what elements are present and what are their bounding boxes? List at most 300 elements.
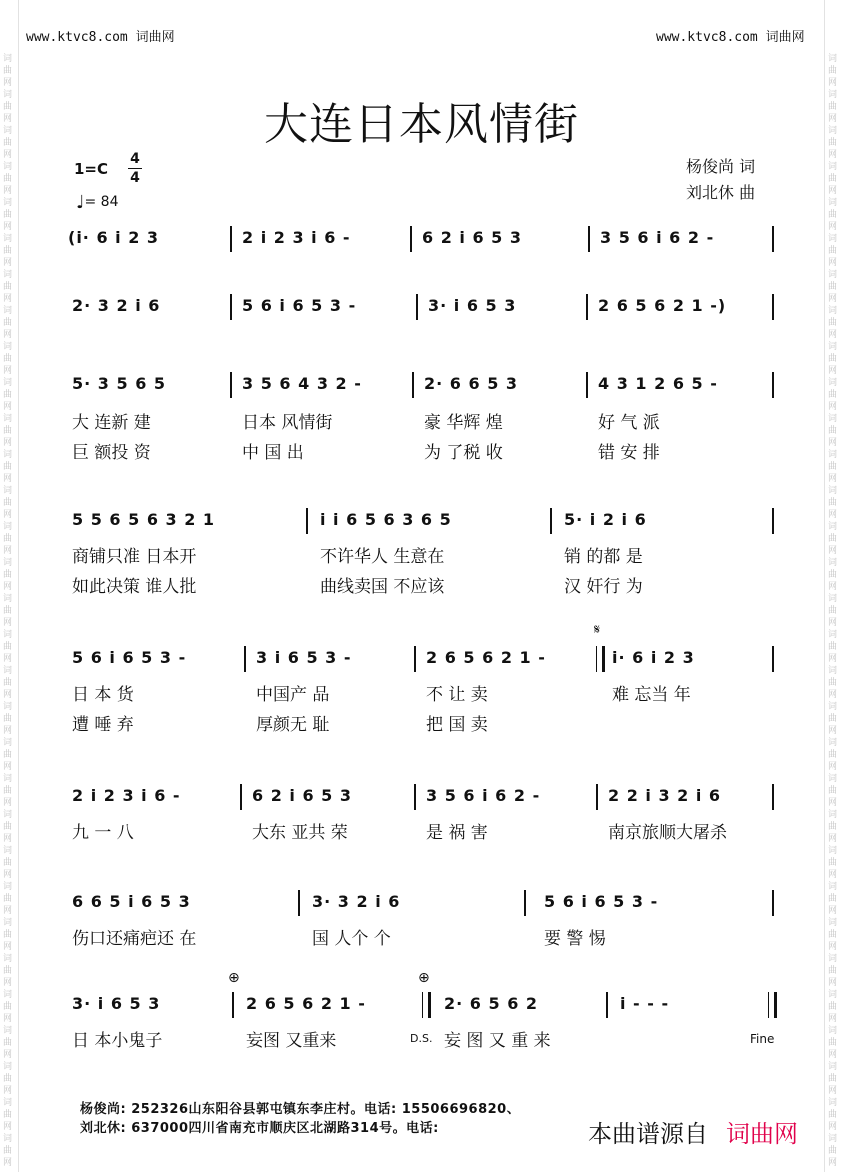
side-watermark-char: 词 xyxy=(3,522,13,532)
row5-lyric2-m3: 把 国 卖 xyxy=(426,715,488,735)
side-watermark-char: 曲 xyxy=(3,498,13,508)
bar-line xyxy=(230,226,232,252)
side-watermark-char: 曲 xyxy=(828,1074,838,1084)
row3-lyric2-m3: 为 了税 收 xyxy=(424,443,503,463)
source-brand-link[interactable]: 词曲网 xyxy=(726,1120,798,1148)
side-watermark-char: 网 xyxy=(3,474,13,484)
side-watermark-char: 词 xyxy=(3,666,13,676)
bar-line xyxy=(244,646,246,672)
side-watermark-char: 网 xyxy=(828,690,838,700)
side-watermark-char: 曲 xyxy=(828,102,838,112)
row6-lyric1-m4: 南京旅顺大屠杀 xyxy=(608,823,727,843)
side-watermark-char: 词 xyxy=(3,630,13,640)
row4-lyric2-m3: 汉 奸行 为 xyxy=(564,577,643,597)
side-watermark-char: 网 xyxy=(828,294,838,304)
bar-line xyxy=(232,992,234,1018)
side-watermark-char: 曲 xyxy=(3,894,13,904)
bar-line xyxy=(588,226,590,252)
row3-measure1: 5· 3 5 6 5 xyxy=(72,374,167,393)
side-watermark-char: 词 xyxy=(828,1098,838,1108)
side-watermark-char: 曲 xyxy=(828,66,838,76)
side-watermark-char: 网 xyxy=(828,582,838,592)
bar-line xyxy=(606,992,608,1018)
side-watermark-char: 网 xyxy=(3,366,13,376)
side-watermark-char: 网 xyxy=(3,834,13,844)
row8-measure1: 3· i 6 5 3 xyxy=(72,994,161,1013)
side-watermark-char: 网 xyxy=(3,618,13,628)
side-watermark-char: 网 xyxy=(3,942,13,952)
side-watermark-char: 网 xyxy=(3,546,13,556)
row8-measure2: 2 6 5 6 2 1 - xyxy=(246,994,366,1013)
bar-line xyxy=(772,784,774,810)
row2-measure3: 3· i 6 5 3 xyxy=(428,296,517,315)
side-watermark-char: 词 xyxy=(3,846,13,856)
side-watermark-char: 词 xyxy=(3,882,13,892)
side-watermark-char: 曲 xyxy=(828,1110,838,1120)
bar-line xyxy=(772,890,774,916)
side-watermark-char: 词 xyxy=(3,810,13,820)
side-watermark-char: 网 xyxy=(828,330,838,340)
side-watermark-char: 曲 xyxy=(828,390,838,400)
quarter-note-icon: ♩ xyxy=(76,192,85,213)
side-watermark-char: 网 xyxy=(3,186,13,196)
side-watermark-char: 曲 xyxy=(828,318,838,328)
side-watermark-char: 曲 xyxy=(3,174,13,184)
side-watermark-char: 词 xyxy=(828,90,838,100)
repeat-bar-line xyxy=(596,646,605,672)
row3-lyric1-m1: 大 连新 建 xyxy=(72,413,151,433)
side-watermark-char: 网 xyxy=(828,798,838,808)
row3-measure2: 3 5 6 4 3 2 - xyxy=(242,374,362,393)
side-watermark-char: 词 xyxy=(828,558,838,568)
side-watermark-char: 曲 xyxy=(3,1146,13,1156)
row7-lyric1-m1: 伤口还痛疤还 在 xyxy=(72,929,197,949)
side-watermark-char: 网 xyxy=(3,1158,13,1168)
bar-line xyxy=(596,784,598,810)
side-watermark-char: 网 xyxy=(3,654,13,664)
side-watermark-char: 曲 xyxy=(828,354,838,364)
row7-measure1: 6 6 5 i 6 5 3 xyxy=(72,892,191,911)
composer-credit: 刘北休 曲 xyxy=(686,183,756,202)
side-watermark-char: 词 xyxy=(828,1026,838,1036)
side-watermark-char: 词 xyxy=(828,990,838,1000)
side-watermark-char: 网 xyxy=(828,1158,838,1168)
side-watermark-char: 网 xyxy=(3,690,13,700)
side-watermark-char: 曲 xyxy=(3,930,13,940)
side-watermark-char: 曲 xyxy=(3,1038,13,1048)
row3-lyric1-m3: 豪 华辉 煌 xyxy=(424,413,503,433)
row4-lyric1-m1: 商铺只准 日本开 xyxy=(72,547,197,567)
side-watermark-char: 网 xyxy=(3,510,13,520)
side-watermark-char: 曲 xyxy=(828,1038,838,1048)
row6-lyric1-m2: 大东 亚共 荣 xyxy=(252,823,348,843)
composer-contact: 刘北休: 637000四川省南充市顺庆区北湖路314号。电话: xyxy=(80,1121,439,1136)
side-watermark-char: 曲 xyxy=(3,426,13,436)
side-watermark-char: 网 xyxy=(3,330,13,340)
side-watermark-char: 曲 xyxy=(828,570,838,580)
side-watermark-char: 曲 xyxy=(3,210,13,220)
side-watermark-char: 网 xyxy=(3,150,13,160)
row3-lyric2-m2: 中 国 出 xyxy=(242,443,304,463)
tempo-marking xyxy=(76,192,119,213)
side-watermark-char: 曲 xyxy=(3,642,13,652)
side-watermark-char: 词 xyxy=(3,594,13,604)
side-watermark-char: 词 xyxy=(3,918,13,928)
bar-line xyxy=(524,890,526,916)
row4-lyric1-m3: 销 的都 是 xyxy=(564,547,643,567)
side-watermark-char: 词 xyxy=(828,702,838,712)
row3-lyric1-m2: 日本 风情街 xyxy=(242,413,333,433)
side-watermark-char: 网 xyxy=(3,1122,13,1132)
row4-measure2: i i 6 5 6 3 6 5 xyxy=(320,510,452,529)
side-watermark-char: 词 xyxy=(3,738,13,748)
row8-lyric1-m2: 妄图 又重来 xyxy=(246,1031,337,1051)
side-watermark-char: 词 xyxy=(828,918,838,928)
row3-lyric2-m1: 巨 额投 资 xyxy=(72,443,151,463)
side-watermark-char: 曲 xyxy=(3,390,13,400)
lyricist-credit: 杨俊尚 词 xyxy=(686,157,756,176)
row2-measure1: 2· 3 2 i 6 xyxy=(72,296,161,315)
side-watermark-char: 曲 xyxy=(828,606,838,616)
side-watermark-char: 网 xyxy=(828,150,838,160)
row3-lyric1-m4: 好 气 派 xyxy=(598,413,660,433)
side-watermark-char: 网 xyxy=(3,258,13,268)
side-watermark-char: 词 xyxy=(828,270,838,280)
bar-line xyxy=(298,890,300,916)
side-watermark-char: 曲 xyxy=(828,750,838,760)
row8-lyric1-m1: 日 本小鬼子 xyxy=(72,1031,163,1051)
side-watermark-char: 网 xyxy=(828,834,838,844)
side-watermark-char: 词 xyxy=(828,162,838,172)
side-watermark-char: 词 xyxy=(828,810,838,820)
row6-measure2: 6 2 i 6 5 3 xyxy=(252,786,352,805)
side-watermark-char: 词 xyxy=(828,630,838,640)
side-watermark-char: 曲 xyxy=(828,714,838,724)
left-watermark-strip xyxy=(0,0,19,1172)
side-watermark-char: 词 xyxy=(3,1026,13,1036)
side-watermark-char: 词 xyxy=(3,342,13,352)
row3-measure4: 4 3 1 2 6 5 - xyxy=(598,374,718,393)
bar-line xyxy=(772,372,774,398)
side-watermark-char: 曲 xyxy=(828,138,838,148)
side-watermark-char: 网 xyxy=(828,186,838,196)
side-watermark-char: 词 xyxy=(3,486,13,496)
side-watermark-char: 网 xyxy=(828,870,838,880)
side-watermark-char: 曲 xyxy=(3,966,13,976)
side-watermark-char: 网 xyxy=(828,510,838,520)
side-watermark-char: 词 xyxy=(828,378,838,388)
final-bar-line xyxy=(768,992,777,1018)
side-watermark-char: 词 xyxy=(828,774,838,784)
side-watermark-char: 网 xyxy=(3,1050,13,1060)
bar-line xyxy=(230,372,232,398)
side-watermark-char: 词 xyxy=(3,558,13,568)
bar-line xyxy=(240,784,242,810)
side-watermark-char: 曲 xyxy=(828,426,838,436)
side-watermark-char: 曲 xyxy=(3,462,13,472)
side-watermark-char: 网 xyxy=(3,906,13,916)
side-watermark-char: 网 xyxy=(828,1050,838,1060)
side-watermark-char: 网 xyxy=(3,870,13,880)
row3-lyric2-m4: 错 安 排 xyxy=(598,443,660,463)
side-watermark-char: 词 xyxy=(828,450,838,460)
bar-line xyxy=(772,646,774,672)
row5-measure2: 3 i 6 5 3 - xyxy=(256,648,352,667)
side-watermark-char: 曲 xyxy=(828,930,838,940)
side-watermark-char: 曲 xyxy=(3,354,13,364)
side-watermark-char: 曲 xyxy=(3,138,13,148)
ds-marking: D.S. xyxy=(410,1032,433,1045)
side-watermark-char: 网 xyxy=(3,438,13,448)
row8-measure4: i - - - xyxy=(620,994,670,1013)
side-watermark-char: 曲 xyxy=(828,246,838,256)
side-watermark-char: 网 xyxy=(3,294,13,304)
row3-measure3: 2· 6 6 5 3 xyxy=(424,374,519,393)
side-watermark-char: 词 xyxy=(3,306,13,316)
side-watermark-char: 网 xyxy=(828,78,838,88)
side-watermark-char: 网 xyxy=(828,1014,838,1024)
side-watermark-char: 词 xyxy=(3,954,13,964)
side-watermark-char: 网 xyxy=(828,618,838,628)
side-watermark-char: 曲 xyxy=(828,498,838,508)
side-watermark-char: 曲 xyxy=(828,678,838,688)
side-watermark-char: 网 xyxy=(828,222,838,232)
row1-measure3: 6 2 i 6 5 3 xyxy=(422,228,522,247)
side-watermark-char: 词 xyxy=(3,702,13,712)
side-watermark-char: 曲 xyxy=(828,282,838,292)
side-watermark-char: 曲 xyxy=(3,1110,13,1120)
side-watermark-char: 词 xyxy=(828,594,838,604)
time-signature xyxy=(128,151,142,186)
bar-line xyxy=(416,294,418,320)
row6-measure4: 2 2 i 3 2 i 6 xyxy=(608,786,722,805)
side-watermark-char: 网 xyxy=(3,1014,13,1024)
side-watermark-char: 曲 xyxy=(828,534,838,544)
row1-measure1: (i· 6 i 2 3 xyxy=(68,228,160,247)
tempo-value: = 84 xyxy=(84,194,119,210)
row6-measure3: 3 5 6 i 6 2 - xyxy=(426,786,541,805)
row8-lyric1-m3: 妄 图 又 重 来 xyxy=(444,1031,551,1051)
side-watermark-char: 曲 xyxy=(3,606,13,616)
bar-line xyxy=(414,784,416,810)
side-watermark-char: 曲 xyxy=(828,966,838,976)
side-watermark-char: 网 xyxy=(828,546,838,556)
row6-measure1: 2 i 2 3 i 6 - xyxy=(72,786,181,805)
side-watermark-char: 词 xyxy=(828,954,838,964)
segno-sign: 𝄋 xyxy=(594,622,601,638)
row5-measure4: i· 6 i 2 3 xyxy=(612,648,695,667)
row8-measure3: 2· 6 5 6 2 xyxy=(444,994,539,1013)
lyricist-contact: 杨俊尚: 252326山东阳谷县郭屯镇东李庄村。电话: 15506696820、 xyxy=(80,1102,521,1117)
side-watermark-char: 曲 xyxy=(3,246,13,256)
row6-lyric1-m1: 九 一 八 xyxy=(72,823,134,843)
side-watermark-char: 词 xyxy=(3,1062,13,1072)
side-watermark-char: 词 xyxy=(3,1134,13,1144)
side-watermark-char: 词 xyxy=(828,234,838,244)
coda-sign: ⊕ xyxy=(228,970,240,986)
row4-measure1: 5 5 6 5 6 3 2 1 xyxy=(72,510,216,529)
side-watermark-char: 曲 xyxy=(3,1074,13,1084)
meter-bottom: 4 xyxy=(130,170,140,186)
side-watermark-char: 曲 xyxy=(828,210,838,220)
row5-lyric2-m1: 遭 唾 弃 xyxy=(72,715,134,735)
row4-lyric1-m2: 不许华人 生意在 xyxy=(320,547,445,567)
side-watermark-char: 词 xyxy=(828,738,838,748)
side-watermark-char: 曲 xyxy=(3,66,13,76)
row4-lyric2-m1: 如此决策 谁人批 xyxy=(72,577,197,597)
row7-lyric1-m3: 要 警 惕 xyxy=(544,929,606,949)
side-watermark-char: 网 xyxy=(3,402,13,412)
side-watermark-char: 词 xyxy=(828,126,838,136)
side-watermark-char: 网 xyxy=(828,1086,838,1096)
row5-measure3: 2 6 5 6 2 1 - xyxy=(426,648,546,667)
side-watermark-char: 词 xyxy=(3,378,13,388)
side-watermark-char: 曲 xyxy=(3,750,13,760)
side-watermark-char: 词 xyxy=(3,774,13,784)
side-watermark-char: 曲 xyxy=(828,822,838,832)
side-watermark-char: 词 xyxy=(3,162,13,172)
row1-measure4: 3 5 6 i 6 2 - xyxy=(600,228,715,247)
side-watermark-char: 词 xyxy=(828,666,838,676)
side-watermark-char: 网 xyxy=(828,654,838,664)
side-watermark-char: 词 xyxy=(828,1062,838,1072)
side-watermark-char: 网 xyxy=(3,798,13,808)
side-watermark-char: 词 xyxy=(3,90,13,100)
row4-measure3: 5· i 2 i 6 xyxy=(564,510,647,529)
side-watermark-char: 曲 xyxy=(828,174,838,184)
side-watermark-char: 网 xyxy=(3,114,13,124)
side-watermark-char: 词 xyxy=(3,54,13,64)
row7-measure3: 5 6 i 6 5 3 - xyxy=(544,892,659,911)
side-watermark-char: 网 xyxy=(828,1122,838,1132)
row5-lyric1-m1: 日 本 货 xyxy=(72,685,134,705)
bar-line xyxy=(306,508,308,534)
side-watermark-char: 网 xyxy=(3,978,13,988)
side-watermark-char: 网 xyxy=(828,258,838,268)
side-watermark-char: 网 xyxy=(828,762,838,772)
site-watermark-right[interactable]: www.ktvc8.com 词曲网 xyxy=(656,30,805,45)
side-watermark-char: 曲 xyxy=(3,714,13,724)
side-watermark-char: 网 xyxy=(828,114,838,124)
side-watermark-char: 曲 xyxy=(3,822,13,832)
side-watermark-char: 网 xyxy=(828,438,838,448)
bar-line xyxy=(772,508,774,534)
side-watermark-char: 词 xyxy=(828,522,838,532)
side-watermark-char: 曲 xyxy=(3,858,13,868)
row5-lyric1-m3: 不 让 卖 xyxy=(426,685,488,705)
side-watermark-char: 网 xyxy=(3,1086,13,1096)
side-watermark-char: 网 xyxy=(828,366,838,376)
side-watermark-char: 曲 xyxy=(3,570,13,580)
side-watermark-char: 曲 xyxy=(828,786,838,796)
side-watermark-char: 曲 xyxy=(3,534,13,544)
row5-measure1: 5 6 i 6 5 3 - xyxy=(72,648,187,667)
row5-lyric2-m2: 厚颜无 耻 xyxy=(256,715,330,735)
side-watermark-char: 网 xyxy=(828,978,838,988)
side-watermark-char: 词 xyxy=(828,414,838,424)
side-watermark-char: 词 xyxy=(3,126,13,136)
side-watermark-char: 网 xyxy=(828,402,838,412)
side-watermark-char: 曲 xyxy=(3,1002,13,1012)
side-watermark-char: 网 xyxy=(3,582,13,592)
side-watermark-char: 网 xyxy=(828,726,838,736)
bar-line xyxy=(410,226,412,252)
side-watermark-char: 曲 xyxy=(828,858,838,868)
side-watermark-char: 词 xyxy=(828,486,838,496)
song-title: 大连日本风情街 xyxy=(264,99,579,150)
right-watermark-strip xyxy=(824,0,843,1172)
side-watermark-char: 词 xyxy=(828,342,838,352)
double-bar-line xyxy=(422,992,431,1018)
bar-line xyxy=(550,508,552,534)
bar-line xyxy=(772,226,774,252)
side-watermark-char: 网 xyxy=(3,78,13,88)
side-watermark-char: 曲 xyxy=(3,786,13,796)
bar-line xyxy=(414,646,416,672)
side-watermark-char: 曲 xyxy=(3,318,13,328)
side-watermark-char: 网 xyxy=(3,726,13,736)
bar-line xyxy=(586,294,588,320)
row4-lyric2-m2: 曲线卖国 不应该 xyxy=(320,577,445,597)
side-watermark-char: 曲 xyxy=(828,894,838,904)
side-watermark-char: 网 xyxy=(3,762,13,772)
bar-line xyxy=(412,372,414,398)
side-watermark-char: 词 xyxy=(3,1098,13,1108)
bar-line xyxy=(586,372,588,398)
site-watermark-left[interactable]: www.ktvc8.com 词曲网 xyxy=(26,30,175,45)
side-watermark-char: 曲 xyxy=(828,1146,838,1156)
row2-measure2: 5 6 i 6 5 3 - xyxy=(242,296,357,315)
row6-lyric1-m3: 是 祸 害 xyxy=(426,823,488,843)
side-watermark-char: 词 xyxy=(3,270,13,280)
side-watermark-char: 网 xyxy=(828,906,838,916)
side-watermark-char: 词 xyxy=(3,414,13,424)
side-watermark-char: 词 xyxy=(828,846,838,856)
row5-lyric1-m4: 难 忘当 年 xyxy=(612,685,691,705)
bar-line xyxy=(772,294,774,320)
side-watermark-char: 词 xyxy=(3,990,13,1000)
side-watermark-char: 词 xyxy=(3,450,13,460)
side-watermark-char: 词 xyxy=(828,306,838,316)
row7-measure2: 3· 3 2 i 6 xyxy=(312,892,401,911)
side-watermark-char: 曲 xyxy=(828,462,838,472)
row1-measure2: 2 i 2 3 i 6 - xyxy=(242,228,351,247)
source-label: 本曲谱源自 xyxy=(588,1120,708,1148)
side-watermark-char: 曲 xyxy=(3,102,13,112)
side-watermark-char: 网 xyxy=(828,474,838,484)
side-watermark-char: 词 xyxy=(828,54,838,64)
side-watermark-char: 词 xyxy=(3,198,13,208)
side-watermark-char: 曲 xyxy=(3,678,13,688)
row2-measure4: 2 6 5 6 2 1 -) xyxy=(598,296,727,315)
meter-top: 4 xyxy=(130,151,140,167)
side-watermark-char: 曲 xyxy=(828,642,838,652)
row7-lyric1-m2: 国 人个 个 xyxy=(312,929,391,949)
coda-sign: ⊕ xyxy=(418,970,430,986)
side-watermark-char: 曲 xyxy=(828,1002,838,1012)
bar-line xyxy=(230,294,232,320)
meter-divider xyxy=(128,168,142,169)
side-watermark-char: 词 xyxy=(828,198,838,208)
key-signature: 1=C xyxy=(74,160,109,178)
side-watermark-char: 网 xyxy=(3,222,13,232)
side-watermark-char: 词 xyxy=(828,882,838,892)
row5-lyric1-m2: 中国产 品 xyxy=(256,685,330,705)
side-watermark-char: 曲 xyxy=(3,282,13,292)
fine-marking: Fine xyxy=(750,1032,775,1046)
side-watermark-char: 网 xyxy=(828,942,838,952)
side-watermark-char: 词 xyxy=(828,1134,838,1144)
